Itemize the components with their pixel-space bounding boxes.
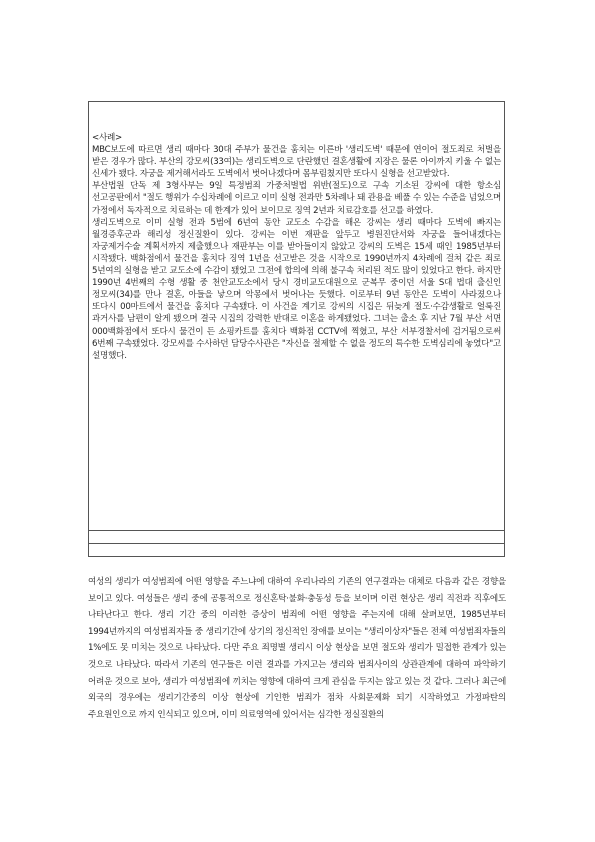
case-box-divider xyxy=(89,530,504,531)
case-example-box xyxy=(88,101,505,557)
case-paragraph-court-ruling: 부산법원 단독 제 3형사부는 9일 특정범죄 가중처벌법 위반(절도)으로 구속 기소된 강씨에 대한 항소심 선고공판에서 "절도 행위가 수십차례에 이르고 이미 실형 전과만 5차례나 돼 관용을 베풀 수 있는 수준을 넘었으며 가정에서 독자적으로 치료하는 데 한계가 있어 보이므로 징역 2년과 치료감호를 선고를 하였다. xyxy=(92,181,501,216)
case-example-content xyxy=(89,132,504,362)
case-paragraph-background: 생리도벽으로 이미 실형 전과 5범에 6년여 동안 교도소 수감을 해온 강씨는 생리 때마다 도벽에 빠지는 월경증후군과 해리성 정신질환이 있다. 강씨는 이번 재판을 앞두고 병원진단서와 자궁을 들어내겠다는 자궁제거수술 계획서까지 제출했으나 재판부는 이를 받아들이지 않았고 강씨의 도벽은 15세 때인 1985년부터 시작됐다. 백화점에서 물건을 훔치다 징역 1년을 선고받은 것을 시작으로 1990년까지 4차례에 걸쳐 같은 죄로 5년여의 실형을 받고 교도소에 수감이 됐었고 그전에 합의에 의해 불구속 처리된 적도 많이 있었다고 한다. 하지만 1990년 4번째의 수형 생활 중 천안교도소에서 당시 경비교도대원으로 군복무 중이던 서울 S대 법대 출신인 정모씨(34)를 만나 결혼, 아들을 낳으며 악몽에서 벗어나는 듯했다. 이로부터 9년 동안은 도벽이 사라졌으나 또다시 00마트에서 물건을 훔치다 구속됐다. 이 사건을 계기로 강씨의 시집은 뒤늦게 절도·수감생활로 얼룩진 과거사를 남편이 알게 됐으며 결국 시집의 강력한 반대로 이혼을 하게됐었다. 그녀는 출소 후 지난 7월 부산 서면 000백화점에서 또다시 물건이 든 쇼핑카트를 훔치다 백화점 CCTV에 찍혔고, 부산 서부경찰서에 검거됨으로써 6번째 구속됐었다. 강모씨를 수사하던 담당수사관은 "자신을 절제할 수 없을 정도의 특수한 도벽심리에 놓였다"고 설명했다. xyxy=(92,217,501,361)
case-example-heading: <사례> xyxy=(92,133,123,143)
case-box-divider xyxy=(89,543,504,544)
body-text xyxy=(88,574,506,723)
case-paragraph-news-report: MBC보도에 따르면 생리 때마다 30대 주부가 물건을 훔치는 이른바 '생리도벽' 때문에 연이어 절도죄로 처벌을 받은 경우가 많다. 부산의 강모씨(33여)는 생리도벽으로 단란했던 결혼생활에 지장은 물론 아이까지 키울 수 없는 신세가 됐다. 자궁을 제거해서라도 도벽에서 벗어나겠다며 몸부림쳤지만 또다시 실형을 선고받았다. xyxy=(92,145,501,180)
body-paragraph: 여성의 생리가 여성범죄에 어떤 영향을 주느냐에 대하여 우리나라의 기존의 연구결과는 대체로 다음과 같은 경향을 보이고 있다. 여성들은 생리 중에 공통적으로 정신혼탁·불화·충동성 등을 보이며 이런 현상은 생리 직전과 직후에도 나타난다고 한다. 생리 기간 중의 이러한 증상이 범죄에 어떤 영향을 주는지에 대해 살펴보면, 1985년부터 1994년까지의 여성범죄자들 중 생리기간에 상기의 정신적인 장애를 보이는 "생리이상자"들은 전체 여성범죄자들의 1%에도 못 미치는 것으로 나타났다. 다만 주요 죄명별 생리시 이상 현상을 보면 절도와 생리가 밀접한 관계가 있는 것으로 나타났다. 따라서 기존의 연구들은 이런 결과를 가지고는 생리와 범죄사이의 상관관계에 대하여 파악하기 어려운 것으로 보아, 생리가 여성범죄에 끼치는 영향에 대하여 크게 관심을 두지는 않고 있는 것 같다. 그러나 최근에 외국의 경우에는 생리기간중의 이상 현상에 기인한 범죄가 점차 사회문제화 되기 시작하였고 가정파탄의 주요원인으로 까지 인식되고 있으며, 이미 의료영역에 있어서는 심각한 정실질환의 xyxy=(88,577,506,720)
